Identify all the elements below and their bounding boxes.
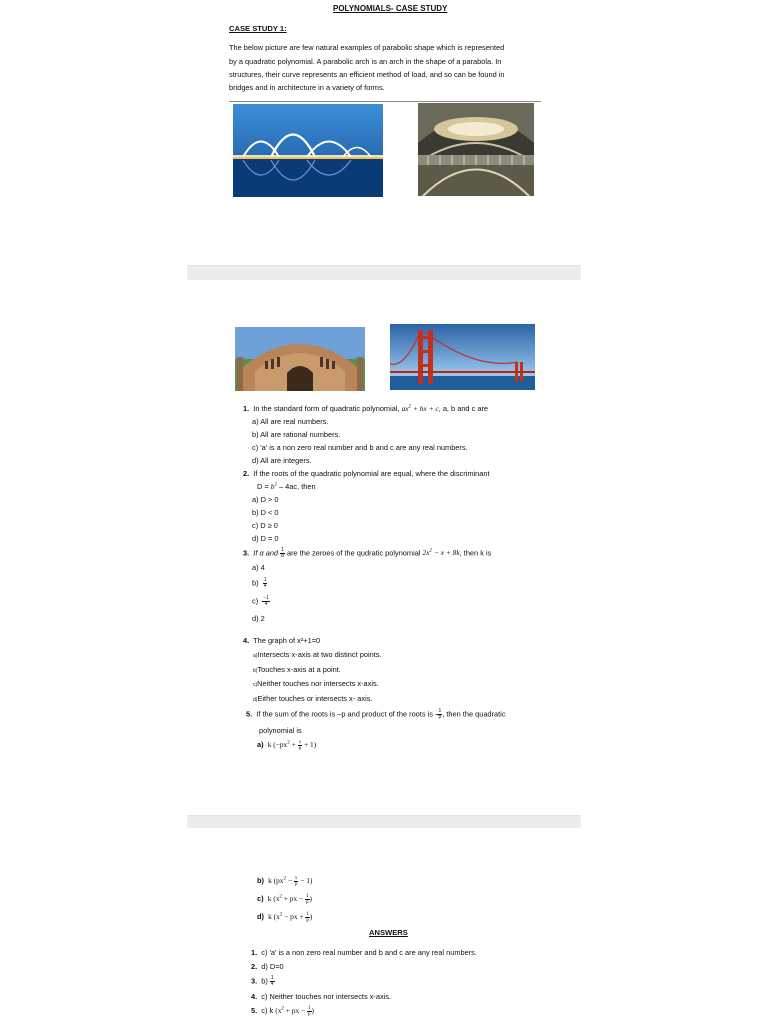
q4-option-a: a)Intersects x-axis at two distinct points.	[253, 650, 382, 659]
arched-building-photo	[235, 327, 365, 391]
answer-2: 2. d) D=0	[251, 962, 284, 971]
answer-3: 3. b) $\frac{1}{4}$	[251, 975, 274, 987]
case-study-heading: CASE STUDY 1:	[229, 24, 287, 33]
q2-option-d: d) D = 0	[252, 534, 279, 543]
question-5: 5. If the sum of the roots is –p and product of the roots is - $\frac{1}{p}$ , then the quadratic	[246, 708, 506, 720]
tunnel-arch-photo	[418, 103, 534, 196]
page-2	[187, 280, 581, 815]
q1-option-d: d) All are integers.	[252, 456, 312, 465]
divider	[229, 101, 541, 102]
answers-heading: ANSWERS	[369, 928, 408, 937]
arch-bridge-photo	[233, 104, 383, 197]
intro-line-3: structures, their curve represents an efficient method of load, and so can be found in	[229, 70, 505, 79]
page-3	[187, 828, 581, 1024]
q3-option-c: c) $\frac{-1}{4}$	[252, 595, 269, 607]
page-separator	[187, 815, 581, 829]
q1-option-a: a) All are real numbers.	[252, 417, 329, 426]
question-1: 1. In the standard form of quadratic polynomial, $ax^2$ + bx + c, a, b and c are	[243, 404, 489, 413]
question-2: 2. If the roots of the quadratic polynomial are equal, where the discriminant	[243, 469, 490, 478]
question-3: 3. If α and $\frac{1}{\alpha}$ are the zeroes of the qudratic polynomial $2x^2 - x + 8k$, then k is	[243, 547, 492, 559]
intro-line-1: The below picture are few natural examples of parabolic shape which is represented	[229, 43, 505, 52]
q5-option-b: b) k ($px^2$ − $\frac{x}{p}$ − 1)	[257, 876, 313, 887]
q5-option-c: c) k ($x^2$ + px − $\frac{1}{p}$ )	[257, 894, 312, 905]
q2-option-b: b) D < 0	[252, 508, 279, 517]
q2-option-a: a) D > 0	[252, 495, 279, 504]
intro-line-4: bridges and in architecture in a variety of forms.	[229, 83, 385, 92]
q4-option-c: c)Neither touches nor intersects x-axis.	[253, 679, 379, 688]
q5-option-a: a) k ($-px^2$ + $\frac{x}{p}$ + 1)	[257, 740, 317, 751]
q3-option-a: a) 4	[252, 563, 265, 572]
answer-4: 4. c) Neither touches nor intersects x-axis.	[251, 992, 392, 1001]
q3-option-d: d) 2	[252, 614, 265, 623]
q1-option-c: c) 'a' is a non zero real number and b and c are any real numbers.	[252, 443, 468, 452]
answer-5: 5. c) k ($x^2$ + px − $\frac{1}{p}$ )	[251, 1006, 315, 1017]
question-2-line-2: $D = b^2 - 4ac$, then	[257, 482, 316, 491]
intro-line-2: by a quadratic polynomial. A parabolic arch is an arch in the shape of a parabola. In	[229, 57, 502, 66]
q5-option-d: d) k ($x^2$ − px + $\frac{1}{p}$ )	[257, 912, 313, 923]
page-separator	[187, 265, 581, 281]
q2-option-c: c) D ≥ 0	[252, 521, 278, 530]
q1-option-b: b) All are rational numbers.	[252, 430, 341, 439]
q3-option-b: b) $\frac{1}{4}$	[252, 577, 267, 589]
page-1	[187, 0, 581, 265]
page-title: POLYNOMIALS- CASE STUDY	[333, 4, 448, 13]
q4-option-d: d)Either touches or intersects x- axis.	[253, 694, 373, 703]
answer-1: 1. c) 'a' is a non zero real number and b and c are any real numbers.	[251, 948, 477, 957]
question-5-line-2: polynomial is	[259, 726, 302, 735]
q4-option-b: b)Touches x-axis at a point.	[253, 665, 341, 674]
suspension-bridge-photo	[390, 324, 535, 390]
question-4: 4. The graph of x²+1=0	[243, 636, 321, 645]
